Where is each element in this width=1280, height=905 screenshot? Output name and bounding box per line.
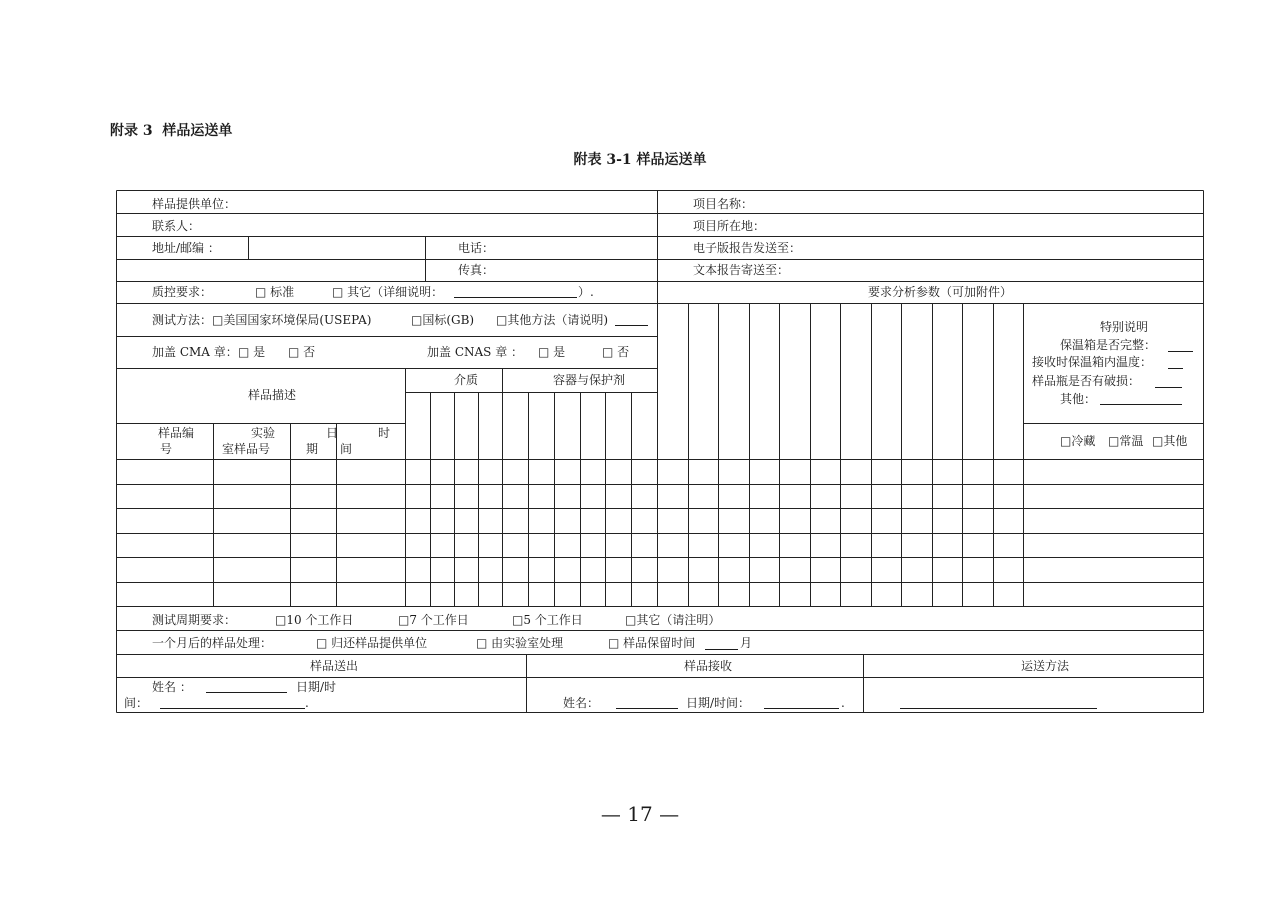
paper-report-label: 文本报告寄送至： bbox=[693, 263, 790, 277]
cnas-yes: □ 是 bbox=[538, 345, 566, 359]
qc-other-suffix: ）. bbox=[578, 285, 594, 299]
col-time-line2: 间 bbox=[340, 442, 353, 456]
received-header: 样品接收 bbox=[684, 659, 733, 673]
test-method-other: □其他方法（请说明) bbox=[496, 313, 609, 327]
disposal-retain-unit: 月 bbox=[740, 636, 753, 650]
qc-standard-option: □ 标准 bbox=[255, 285, 295, 299]
qc-other-blank bbox=[454, 297, 577, 298]
cnas-label: 加盖 CNAS 章 ： bbox=[427, 345, 524, 359]
col-time-line1: 时 bbox=[378, 426, 391, 440]
table-title: 附表 3-1 样品运送单 bbox=[573, 152, 707, 168]
turnaround-5-days: □5 个工作日 bbox=[512, 613, 583, 627]
test-method-line bbox=[152, 313, 371, 327]
contact-label: 联系人： bbox=[152, 219, 201, 233]
turnaround-other: □其它（请注明） bbox=[625, 613, 721, 627]
bottle-broken-blank bbox=[1155, 387, 1182, 388]
fax-label: 传真： bbox=[458, 263, 495, 277]
special-other-label: 其他： bbox=[1060, 392, 1097, 406]
sample-description-header: 样品描述 bbox=[248, 388, 297, 402]
phone-label: 电话： bbox=[458, 241, 495, 255]
disposal-lab: □ 由实验室处理 bbox=[476, 636, 564, 650]
sender-end-mark: . bbox=[305, 696, 309, 710]
disposal-retain: □ 样品保留时间 bbox=[608, 636, 696, 650]
transport-method-blank bbox=[900, 708, 1097, 709]
special-notes-title: 特别说明 bbox=[1100, 320, 1149, 334]
medium-header: 介质 bbox=[454, 373, 479, 387]
col-sample-no-line1: 样品编 bbox=[158, 426, 195, 440]
col-date-line2: 期 bbox=[306, 442, 319, 456]
project-location-label: 项目所在地： bbox=[693, 219, 766, 233]
test-method-gb: □国标(GB) bbox=[411, 313, 475, 327]
cooler-temp-label: 接收时保温箱内温度： bbox=[1032, 355, 1153, 369]
sender-name-blank bbox=[206, 692, 287, 693]
sent-header: 样品送出 bbox=[310, 659, 359, 673]
storage-cold-option: □冷藏 bbox=[1060, 434, 1096, 448]
receiver-datetime-blank bbox=[764, 708, 839, 709]
receiver-name-blank bbox=[616, 708, 678, 709]
cooler-temp-blank bbox=[1168, 368, 1183, 369]
sender-name-label: 姓名 ： bbox=[152, 680, 192, 694]
storage-room-option: □常温 bbox=[1108, 434, 1144, 448]
cma-label: 加盖 CMA 章： bbox=[152, 345, 238, 359]
address-zip-label: 地址/邮编 ： bbox=[152, 241, 220, 255]
disposal-return: □ 归还样品提供单位 bbox=[316, 636, 428, 650]
col-lab-no-line2: 室样品号 bbox=[222, 442, 271, 456]
project-name-label: 项目名称： bbox=[693, 197, 754, 211]
cma-yes: □ 是 bbox=[238, 345, 266, 359]
col-date-line1: 日 bbox=[326, 426, 339, 440]
provider-unit-label: 样品提供单位： bbox=[152, 197, 237, 211]
cma-no: □ 否 bbox=[288, 345, 316, 359]
qc-label: 质控要求： bbox=[152, 285, 213, 299]
turnaround-10-days: □10 个工作日 bbox=[275, 613, 354, 627]
test-method-label: 测试方法： bbox=[152, 313, 213, 327]
storage-other-option: □其他 bbox=[1152, 434, 1188, 448]
special-other-blank bbox=[1100, 404, 1182, 405]
transport-method-header: 运送方法 bbox=[1021, 659, 1070, 673]
bottle-broken-label: 样品瓶是否有破损： bbox=[1032, 374, 1141, 388]
qc-other-option: □ 其它（详细说明： bbox=[332, 285, 444, 299]
container-header: 容器与保护剂 bbox=[553, 373, 626, 387]
cooler-intact-label: 保温箱是否完整： bbox=[1060, 338, 1157, 352]
appendix-heading: 附录 3 样品运送单 bbox=[110, 123, 233, 139]
col-lab-no-line1: 实验 bbox=[251, 426, 276, 440]
page-number: — 17 — bbox=[600, 802, 680, 826]
sender-datetime-label: 日期/时 bbox=[296, 680, 337, 694]
cooler-intact-blank bbox=[1168, 351, 1193, 352]
receiver-datetime-label: 日期/时间： bbox=[686, 696, 751, 710]
receiver-name-label: 姓名： bbox=[563, 696, 600, 710]
email-report-label: 电子版报告发送至： bbox=[693, 241, 802, 255]
disposal-label: 一个月后的样品处理： bbox=[152, 636, 273, 650]
disposal-retain-blank bbox=[705, 649, 738, 650]
sender-datetime-label-cont: 间： bbox=[124, 696, 149, 710]
analysis-params-header: 要求分析参数（可加附件） bbox=[868, 285, 1013, 299]
cnas-no: □ 否 bbox=[602, 345, 630, 359]
receiver-end-mark: . bbox=[841, 696, 845, 710]
sender-datetime-blank bbox=[160, 708, 305, 709]
turnaround-7-days: □7 个工作日 bbox=[398, 613, 469, 627]
test-method-usepa: □美国国家环境保局(USEPA) bbox=[212, 313, 372, 327]
test-method-other-blank bbox=[615, 325, 648, 326]
col-sample-no-line2: 号 bbox=[160, 442, 173, 456]
turnaround-label: 测试周期要求： bbox=[152, 613, 237, 627]
